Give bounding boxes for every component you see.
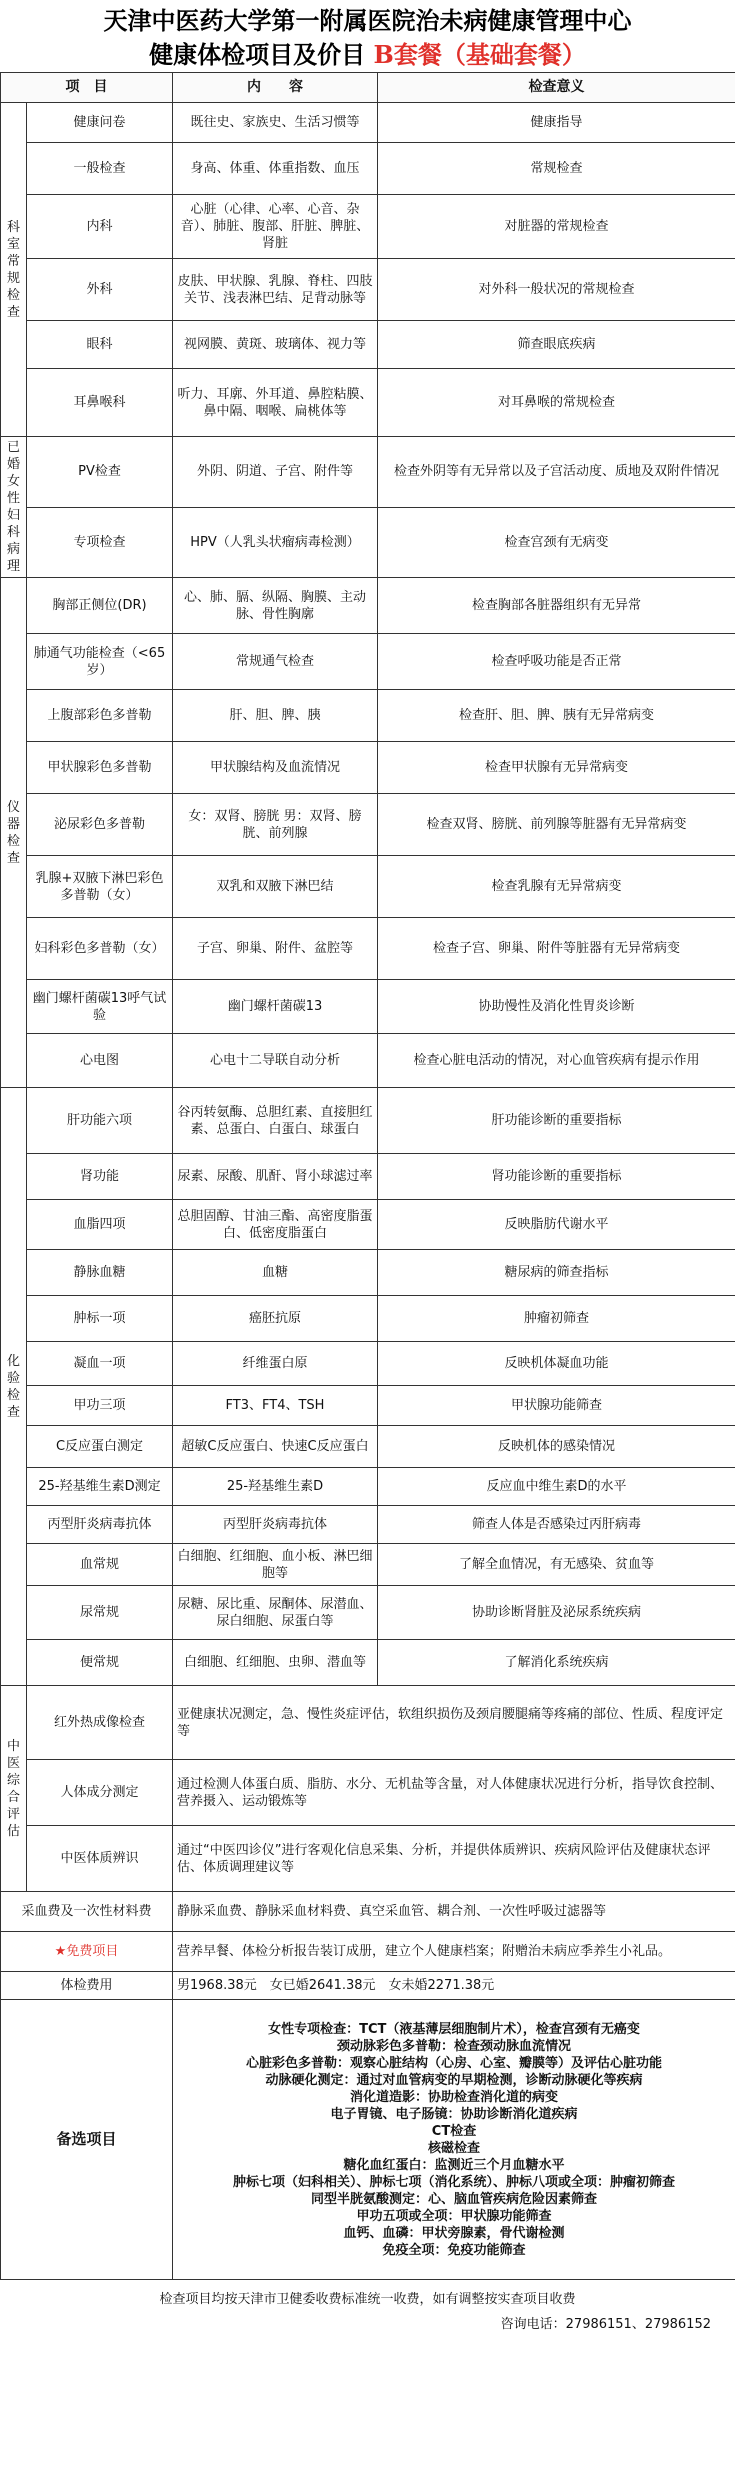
table-row [1, 1250, 735, 1296]
category-department: 科室常规检查 [1, 103, 27, 437]
table-row [1, 1154, 735, 1200]
table-row [1, 1826, 735, 1892]
item-content: 静脉采血费、静脉采血材料费、真空采血管、耦合剂、一次性呼吸过滤器等 [173, 1892, 735, 1932]
item-content: 心脏（心律、心率、心音、杂音）、肺脏、腹部、肝脏、脾脏、肾脏 [173, 195, 378, 259]
item-content: 视网膜、黄斑、玻璃体、视力等 [173, 321, 378, 369]
table-row [1, 143, 735, 195]
free-items-label: ★免费项目 [1, 1932, 173, 1972]
table-row [1, 918, 735, 980]
table-row [1, 578, 735, 634]
item-meaning: 对外科一般状况的常规检查 [378, 259, 735, 321]
table-row [1, 742, 735, 794]
item-name: 血常规 [27, 1544, 173, 1586]
item-name: 甲状腺彩色多普勒 [27, 742, 173, 794]
item-content: 癌胚抗原 [173, 1296, 378, 1342]
item-name: 健康问卷 [27, 103, 173, 143]
item-content: 皮肤、甲状腺、乳腺、脊柱、四肢关节、浅表淋巴结、足背动脉等 [173, 259, 378, 321]
item-content: 超敏C反应蛋白、快速C反应蛋白 [173, 1426, 378, 1468]
item-content: 丙型肝炎病毒抗体 [173, 1506, 378, 1544]
list-item: 免疫全项：免疫功能筛查 [382, 2242, 526, 2258]
item-meaning: 常规检查 [378, 143, 735, 195]
category-instrument: 仪器检查 [1, 578, 27, 1088]
page-subtitle [0, 38, 735, 72]
item-meaning: 甲状腺功能筛查 [378, 1386, 735, 1426]
item-name: PV检查 [27, 437, 173, 508]
table-row [1, 507, 735, 578]
item-name: 静脉血糖 [27, 1250, 173, 1296]
item-name: 内科 [27, 195, 173, 259]
item-content: 白细胞、红细胞、血小板、淋巴细胞等 [173, 1544, 378, 1586]
optional-row [1, 2000, 735, 2280]
item-content: FT3、FT4、TSH [173, 1386, 378, 1426]
item-content: 血糖 [173, 1250, 378, 1296]
exam-table [0, 72, 735, 2280]
item-meaning: 检查双肾、膀胱、前列腺等脏器有无异常病变 [378, 794, 735, 856]
item-content: 身高、体重、体重指数、血压 [173, 143, 378, 195]
item-content: 亚健康状况测定，急、慢性炎症评估，软组织损伤及颈肩腰腿痛等疼痛的部位、性质、程度评定等 [173, 1686, 735, 1760]
list-item: 甲功五项或全项：甲状腺功能筛查 [356, 2208, 552, 2224]
table-row [1, 1296, 735, 1342]
page-title: 天津中医药大学第一附属医院治未病健康管理中心 [103, 6, 632, 35]
item-content: 通过检测人体蛋白质、脂肪、水分、无机盐等含量，对人体健康状况进行分析，指导饮食控制、营养摄入、运动锻炼等 [173, 1760, 735, 1826]
item-meaning: 肾功能诊断的重要指标 [378, 1154, 735, 1200]
table-row [1, 259, 735, 321]
table-row [1, 1932, 735, 1972]
item-meaning: 反映机体的感染情况 [378, 1426, 735, 1468]
item-name: 胸部正侧位(DR) [27, 578, 173, 634]
table-row [1, 369, 735, 437]
table-row [1, 1686, 735, 1760]
table-row [1, 794, 735, 856]
table-row [1, 1034, 735, 1088]
item-name: 便常规 [27, 1640, 173, 1686]
table-header-row [1, 73, 735, 103]
item-content: 谷丙转氨酶、总胆红素、直接胆红素、总蛋白、白蛋白、球蛋白 [173, 1088, 378, 1154]
item-meaning: 反映脂肪代谢水平 [378, 1200, 735, 1250]
table-row [1, 1760, 735, 1826]
item-meaning: 对耳鼻喉的常规检查 [378, 369, 735, 437]
optional-label: 备选项目 [1, 2000, 173, 2280]
item-content: 听力、耳廓、外耳道、鼻腔粘膜、鼻中隔、咽喉、扁桃体等 [173, 369, 378, 437]
item-name: 幽门螺杆菌碳13呼气试验 [27, 980, 173, 1034]
item-content: 女：双肾、膀胱 男：双肾、膀胱、前列腺 [173, 794, 378, 856]
item-meaning: 肿瘤初筛查 [378, 1296, 735, 1342]
fee-values: 男1968.38元 女已婚2641.38元 女未婚2271.38元 [173, 1972, 735, 2000]
item-content: 尿糖、尿比重、尿酮体、尿潜血、尿白细胞、尿蛋白等 [173, 1586, 378, 1640]
item-meaning: 检查乳腺有无异常病变 [378, 856, 735, 918]
item-name: 心电图 [27, 1034, 173, 1088]
item-content: 外阴、阴道、子宫、附件等 [173, 437, 378, 508]
item-name: 肝功能六项 [27, 1088, 173, 1154]
item-content: 25-羟基维生素D [173, 1468, 378, 1506]
item-meaning: 了解全血情况，有无感染、贫血等 [378, 1544, 735, 1586]
item-name: C反应蛋白测定 [27, 1426, 173, 1468]
table-row [1, 1426, 735, 1468]
item-meaning: 筛查眼底疾病 [378, 321, 735, 369]
item-content: 心、肺、膈、纵隔、胸膜、主动脉、骨性胸廓 [173, 578, 378, 634]
item-meaning: 反应血中维生素D的水平 [378, 1468, 735, 1506]
item-name: 外科 [27, 259, 173, 321]
list-item: 核磁检查 [427, 2140, 480, 2156]
item-meaning: 肝功能诊断的重要指标 [378, 1088, 735, 1154]
item-name: 耳鼻喉科 [27, 369, 173, 437]
table-row [1, 1200, 735, 1250]
item-name: 甲功三项 [27, 1386, 173, 1426]
free-items-content: 营养早餐、体检分析报告装订成册，建立个人健康档案；附赠治未病应季养生小礼品。 [173, 1932, 735, 1972]
list-item: 同型半胱氨酸测定：心、脑血管疾病危险因素筛查 [310, 2191, 597, 2207]
item-meaning: 糖尿病的筛查指标 [378, 1250, 735, 1296]
item-content: 子宫、卵巢、附件、盆腔等 [173, 918, 378, 980]
table-row [1, 980, 735, 1034]
list-item: 血钙、血磷：甲状旁腺素，骨代谢检测 [343, 2225, 565, 2241]
item-content: 尿素、尿酸、肌酐、肾小球滤过率 [173, 1154, 378, 1200]
item-meaning: 检查子宫、卵巢、附件等脏器有无异常病变 [378, 918, 735, 980]
item-name: 中医体质辨识 [27, 1826, 173, 1892]
table-row [1, 1088, 735, 1154]
list-item: 糖化血红蛋白：监测近三个月血糖水平 [343, 2157, 565, 2173]
item-content: 甲状腺结构及血流情况 [173, 742, 378, 794]
item-content: 通过“中医四诊仪”进行客观化信息采集、分析，并提供体质辨识、疾病风险评估及健康状态评估、体质调理建议等 [173, 1826, 735, 1892]
header-meaning: 检查意义 [378, 73, 735, 103]
item-name: 肺通气功能检查（<65岁） [27, 634, 173, 690]
item-content: 肝、胆、脾、胰 [173, 690, 378, 742]
list-item: 动脉硬化测定：通过对血管病变的早期检测，诊断动脉硬化等疾病 [265, 2072, 643, 2088]
item-content: 双乳和双腋下淋巴结 [173, 856, 378, 918]
item-meaning: 协助慢性及消化性胃炎诊断 [378, 980, 735, 1034]
item-meaning: 检查呼吸功能是否正常 [378, 634, 735, 690]
list-item: 肿标七项（妇科相关）、肿标七项（消化系统）、肿标八项或全项：肿瘤初筛查 [232, 2174, 675, 2190]
list-item: CT检查 [431, 2123, 477, 2139]
item-name: 肿标一项 [27, 1296, 173, 1342]
item-name: 尿常规 [27, 1586, 173, 1640]
item-meaning: 协助诊断肾脏及泌尿系统疾病 [378, 1586, 735, 1640]
table-row [1, 1640, 735, 1686]
item-name: 专项检查 [27, 507, 173, 578]
table-row [1, 1544, 735, 1586]
item-meaning: 检查甲状腺有无异常病变 [378, 742, 735, 794]
category-gyn: 已婚女性妇科病理 [1, 437, 27, 578]
contact-phone: 咨询电话：27986151、27986152 [500, 2317, 711, 2332]
header-content: 内 容 [173, 73, 378, 103]
item-name: 采血费及一次性材料费 [1, 1892, 173, 1932]
item-name: 乳腺+双腋下淋巴彩色多普勒（女） [27, 856, 173, 918]
item-content: 心电十二导联自动分析 [173, 1034, 378, 1088]
item-name: 眼科 [27, 321, 173, 369]
list-item: 心脏彩色多普勒：观察心脏结构（心房、心室、瓣膜等）及评估心脏功能 [245, 2055, 662, 2071]
item-content: 常规通气检查 [173, 634, 378, 690]
item-name: 凝血一项 [27, 1342, 173, 1386]
list-item: 颈动脉彩色多普勒：检查颈动脉血流情况 [336, 2038, 571, 2054]
list-item: 女性专项检查：TCT（液基薄层细胞制片术），检查宫颈有无癌变 [268, 2021, 640, 2037]
table-row [1, 195, 735, 259]
category-tcm: 中医综合评估 [1, 1686, 27, 1892]
item-meaning: 反映机体凝血功能 [378, 1342, 735, 1386]
table-row [1, 1972, 735, 2000]
footer-note: 检查项目均按天津市卫健委收费标准统一收费，如有调整按实查项目收费 [159, 2292, 576, 2307]
item-content: 幽门螺杆菌碳13 [173, 980, 378, 1034]
item-name: 一般检查 [27, 143, 173, 195]
item-meaning: 检查胸部各脏器组织有无异常 [378, 578, 735, 634]
category-lab: 化验检查 [1, 1088, 27, 1686]
optional-list [173, 2000, 735, 2280]
table-row [1, 1586, 735, 1640]
item-meaning: 检查心脏电活动的情况，对心血管疾病有提示作用 [378, 1034, 735, 1088]
item-content: 纤维蛋白原 [173, 1342, 378, 1386]
fee-label: 体检费用 [1, 1972, 173, 2000]
item-name: 上腹部彩色多普勒 [27, 690, 173, 742]
item-content: 既往史、家族史、生活习惯等 [173, 103, 378, 143]
table-row [1, 321, 735, 369]
list-item: 电子胃镜、电子肠镜：协助诊断消化道疾病 [330, 2106, 578, 2122]
list-item: 消化道造影：协助检查消化道的病变 [349, 2089, 558, 2105]
table-row [1, 1386, 735, 1426]
table-row [1, 1892, 735, 1932]
subtitle-text: 健康体检项目及价目 [149, 40, 366, 69]
item-meaning: 健康指导 [378, 103, 735, 143]
item-meaning: 对脏器的常规检查 [378, 195, 735, 259]
item-content: HPV（人乳头状瘤病毒检测） [173, 507, 378, 578]
item-content: 总胆固醇、甘油三酯、高密度脂蛋白、低密度脂蛋白 [173, 1200, 378, 1250]
item-meaning: 检查肝、胆、脾、胰有无异常病变 [378, 690, 735, 742]
item-meaning: 检查宫颈有无病变 [378, 507, 735, 578]
table-row [1, 1506, 735, 1544]
table-row [1, 634, 735, 690]
item-name: 25-羟基维生素D测定 [27, 1468, 173, 1506]
package-name: B套餐（基础套餐） [373, 40, 586, 69]
table-row [1, 103, 735, 143]
item-name: 人体成分测定 [27, 1760, 173, 1826]
item-name: 肾功能 [27, 1154, 173, 1200]
item-content: 白细胞、红细胞、虫卵、潜血等 [173, 1640, 378, 1686]
table-row [1, 1468, 735, 1506]
table-row [1, 437, 735, 508]
table-row [1, 856, 735, 918]
table-row [1, 1342, 735, 1386]
item-meaning: 筛查人体是否感染过丙肝病毒 [378, 1506, 735, 1544]
item-name: 丙型肝炎病毒抗体 [27, 1506, 173, 1544]
item-name: 泌尿彩色多普勒 [27, 794, 173, 856]
item-name: 红外热成像检查 [27, 1686, 173, 1760]
item-meaning: 了解消化系统疾病 [378, 1640, 735, 1686]
item-name: 妇科彩色多普勒（女） [27, 918, 173, 980]
item-meaning: 检查外阴等有无异常以及子宫活动度、质地及双附件情况 [378, 437, 735, 508]
header-item: 项 目 [1, 73, 173, 103]
table-row [1, 690, 735, 742]
item-name: 血脂四项 [27, 1200, 173, 1250]
